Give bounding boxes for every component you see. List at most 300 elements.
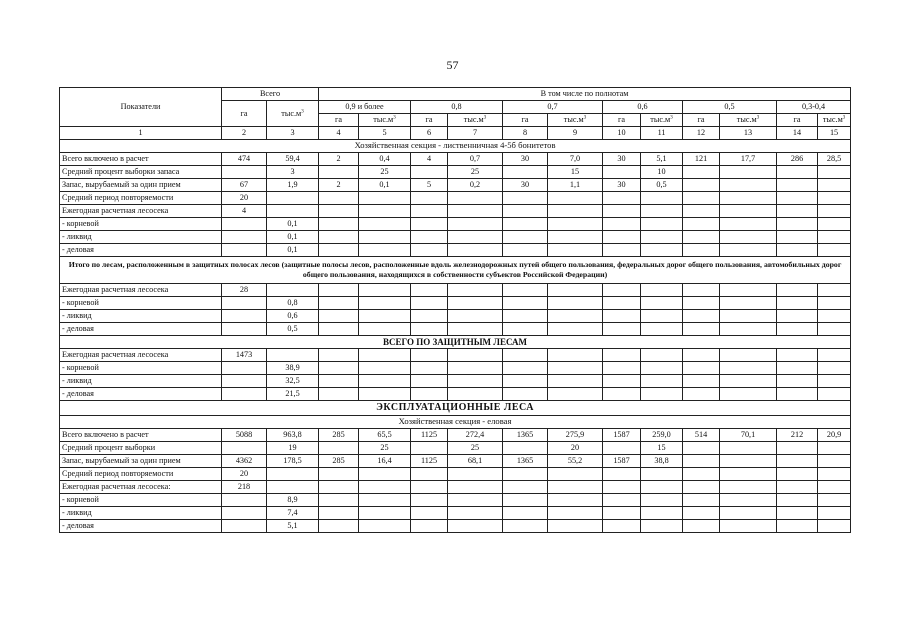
table-cell: 474	[222, 153, 267, 166]
table-cell	[267, 192, 319, 205]
column-number: 15	[818, 127, 851, 140]
row-label: Запас, вырубаемый за один прием	[60, 179, 222, 192]
table-cell	[359, 388, 411, 401]
table-cell	[319, 375, 359, 388]
table-cell	[359, 507, 411, 520]
row-label: Ежегодная расчетная лесосека:	[60, 481, 222, 494]
table-cell	[777, 455, 818, 468]
table-cell	[359, 297, 411, 310]
table-cell	[720, 388, 777, 401]
table-cell: 272,4	[448, 429, 503, 442]
table-cell	[222, 244, 267, 257]
section-title: Хозяйственная секция - лиственничная 4-5б бонитетов	[60, 140, 851, 153]
table-cell	[503, 388, 548, 401]
table-cell	[548, 388, 603, 401]
table-cell: 25	[448, 442, 503, 455]
table-cell: 2	[319, 179, 359, 192]
table-row	[60, 179, 851, 192]
table-cell	[319, 244, 359, 257]
table-cell	[319, 205, 359, 218]
table-cell	[503, 166, 548, 179]
table-cell	[503, 192, 548, 205]
table-cell: 10	[641, 166, 683, 179]
table-cell	[603, 244, 641, 257]
unit-vol-header: $тыс.м^3$	[359, 114, 411, 127]
table-cell: 4	[222, 205, 267, 218]
table-cell: 285	[319, 455, 359, 468]
table-cell	[720, 192, 777, 205]
table-cell	[359, 205, 411, 218]
density-header: 0,3-0,4	[777, 101, 851, 114]
section-title: Итого по лесам, расположенным в защитных полосах лесов (защитные полосы лесов, расположенные вдоль железнодорожных путей общего пользования, федеральных дорог общего пользования, автомобильных дорог общего пользования, находящихся в собственности субъектов Российской Федерации)	[60, 257, 851, 284]
table-cell	[267, 205, 319, 218]
table-cell	[603, 520, 641, 533]
table-cell	[503, 297, 548, 310]
table-cell	[818, 323, 851, 336]
table-cell: 4362	[222, 455, 267, 468]
table-cell: 1365	[503, 429, 548, 442]
table-cell	[548, 205, 603, 218]
table-cell	[777, 388, 818, 401]
table-cell: 25	[359, 442, 411, 455]
table-cell	[503, 375, 548, 388]
table-cell	[818, 481, 851, 494]
table-cell	[777, 284, 818, 297]
table-cell	[448, 349, 503, 362]
table-cell	[222, 297, 267, 310]
table-cell: 65,5	[359, 429, 411, 442]
table-cell	[641, 205, 683, 218]
table-cell: 0,6	[267, 310, 319, 323]
table-cell	[818, 349, 851, 362]
table-cell	[818, 494, 851, 507]
row-label: Средний процент выборки запаса	[60, 166, 222, 179]
table-cell	[548, 244, 603, 257]
table-cell: 514	[683, 429, 720, 442]
table-cell	[818, 166, 851, 179]
table-cell	[319, 520, 359, 533]
table-cell: 121	[683, 153, 720, 166]
table-cell	[683, 192, 720, 205]
table-cell	[720, 244, 777, 257]
table-cell	[548, 520, 603, 533]
table-cell	[503, 349, 548, 362]
table-cell	[603, 166, 641, 179]
table-cell	[683, 349, 720, 362]
table-cell	[818, 205, 851, 218]
section-title: ЭКСПЛУАТАЦИОННЫЕ ЛЕСА	[60, 401, 851, 416]
section-title: Хозяйственная секция - еловая	[60, 416, 851, 429]
table-cell	[548, 310, 603, 323]
table-cell: 17,7	[720, 153, 777, 166]
table-cell	[818, 375, 851, 388]
table-cell: 15	[548, 166, 603, 179]
section-title-row	[60, 401, 851, 416]
table-cell	[411, 494, 448, 507]
table-cell	[448, 231, 503, 244]
table-row	[60, 297, 851, 310]
column-number: 3	[267, 127, 319, 140]
table-cell: 0,1	[267, 244, 319, 257]
table-cell	[411, 323, 448, 336]
table-cell	[603, 388, 641, 401]
total-header: Всего	[222, 88, 319, 101]
column-number: 12	[683, 127, 720, 140]
table-cell	[548, 231, 603, 244]
unit-ha-header: га	[683, 114, 720, 127]
row-label: Всего включено в расчет	[60, 429, 222, 442]
table-row	[60, 310, 851, 323]
table-cell: 286	[777, 153, 818, 166]
table-cell	[222, 166, 267, 179]
table-cell: 30	[503, 153, 548, 166]
table-cell	[448, 218, 503, 231]
table-cell	[411, 218, 448, 231]
column-number: 14	[777, 127, 818, 140]
section-title-row	[60, 336, 851, 349]
table-cell	[683, 284, 720, 297]
table-cell	[603, 375, 641, 388]
table-cell	[720, 284, 777, 297]
row-label: - ликвид	[60, 310, 222, 323]
page-number: 57	[446, 58, 459, 72]
table-cell	[818, 297, 851, 310]
table-cell	[641, 375, 683, 388]
table-cell	[818, 468, 851, 481]
table-cell: 7,0	[548, 153, 603, 166]
table-cell	[411, 481, 448, 494]
density-header: 0,8	[411, 101, 503, 114]
density-header: 0,6	[603, 101, 683, 114]
column-number: 7	[448, 127, 503, 140]
table-cell	[603, 231, 641, 244]
table-cell: 68,1	[448, 455, 503, 468]
table-cell	[319, 166, 359, 179]
row-label: Средний период повторяемости	[60, 192, 222, 205]
table-cell	[548, 323, 603, 336]
column-number: 5	[359, 127, 411, 140]
unit-vol-header: $тыс.м^3$	[448, 114, 503, 127]
table-cell: 5	[411, 179, 448, 192]
table-cell	[777, 297, 818, 310]
table-cell	[818, 218, 851, 231]
table-cell	[319, 494, 359, 507]
table-cell	[548, 375, 603, 388]
table-cell	[359, 494, 411, 507]
table-cell	[448, 297, 503, 310]
table-cell	[319, 442, 359, 455]
table-cell	[641, 388, 683, 401]
table-cell: 0,7	[448, 153, 503, 166]
forest-calculation-table	[59, 87, 851, 533]
table-cell	[359, 468, 411, 481]
table-cell	[267, 349, 319, 362]
table-cell	[548, 494, 603, 507]
table-cell	[818, 284, 851, 297]
table-cell	[448, 481, 503, 494]
table-cell	[777, 349, 818, 362]
table-cell	[818, 455, 851, 468]
table-cell	[720, 468, 777, 481]
table-cell	[777, 205, 818, 218]
table-cell: 1365	[503, 455, 548, 468]
table-cell	[683, 323, 720, 336]
table-cell	[359, 323, 411, 336]
table-cell	[603, 310, 641, 323]
table-cell	[222, 494, 267, 507]
row-label: - ликвид	[60, 507, 222, 520]
table-cell: 963,8	[267, 429, 319, 442]
column-number: 8	[503, 127, 548, 140]
column-number: 11	[641, 127, 683, 140]
table-cell	[319, 507, 359, 520]
table-cell	[818, 520, 851, 533]
table-cell: 0,5	[267, 323, 319, 336]
table-cell	[777, 481, 818, 494]
table-cell	[683, 179, 720, 192]
table-cell	[503, 494, 548, 507]
table-cell	[683, 231, 720, 244]
table-cell: 212	[777, 429, 818, 442]
table-cell	[641, 481, 683, 494]
table-cell: 218	[222, 481, 267, 494]
table-cell: 25	[359, 166, 411, 179]
table-cell	[818, 310, 851, 323]
table-row	[60, 218, 851, 231]
row-label: - корневой	[60, 218, 222, 231]
unit-ha-header: га	[503, 114, 548, 127]
row-label: - деловая	[60, 388, 222, 401]
table-cell	[359, 231, 411, 244]
table-row	[60, 231, 851, 244]
row-label: Ежегодная расчетная лесосека	[60, 284, 222, 297]
table-body	[60, 140, 851, 533]
table-cell	[777, 375, 818, 388]
table-cell	[777, 468, 818, 481]
table-row	[60, 244, 851, 257]
table-cell	[603, 468, 641, 481]
table-cell: 1125	[411, 455, 448, 468]
table-cell	[641, 349, 683, 362]
table-cell	[641, 231, 683, 244]
table-cell: 285	[319, 429, 359, 442]
table-cell	[683, 520, 720, 533]
table-cell: 275,9	[548, 429, 603, 442]
table-cell	[683, 442, 720, 455]
table-cell	[359, 192, 411, 205]
table-cell	[411, 244, 448, 257]
table-cell: 59,4	[267, 153, 319, 166]
table-cell	[641, 297, 683, 310]
table-cell	[222, 323, 267, 336]
table-cell	[641, 468, 683, 481]
table-row	[60, 429, 851, 442]
table-row	[60, 153, 851, 166]
table-cell	[548, 284, 603, 297]
table-cell: 55,2	[548, 455, 603, 468]
table-cell	[503, 481, 548, 494]
table-cell	[683, 205, 720, 218]
table-cell: 1125	[411, 429, 448, 442]
table-cell	[720, 231, 777, 244]
table-cell	[720, 323, 777, 336]
table-cell	[777, 507, 818, 520]
table-cell	[818, 362, 851, 375]
table-row	[60, 323, 851, 336]
table-row	[60, 192, 851, 205]
table-cell	[411, 310, 448, 323]
table-cell: 20,9	[818, 429, 851, 442]
section-title-row	[60, 257, 851, 284]
table-cell	[503, 284, 548, 297]
table-cell: 259,0	[641, 429, 683, 442]
table-cell	[448, 244, 503, 257]
table-cell	[411, 468, 448, 481]
table-cell	[603, 205, 641, 218]
table-cell	[548, 297, 603, 310]
table-cell: 28,5	[818, 153, 851, 166]
table-cell: 21,5	[267, 388, 319, 401]
table-cell	[720, 166, 777, 179]
table-cell	[603, 494, 641, 507]
table-cell	[359, 310, 411, 323]
table-cell	[818, 231, 851, 244]
table-cell: 30	[603, 153, 641, 166]
table-cell: 38,9	[267, 362, 319, 375]
table-cell	[683, 310, 720, 323]
table-cell: 5,1	[267, 520, 319, 533]
table-cell: 19	[267, 442, 319, 455]
table-cell	[319, 349, 359, 362]
table-cell: 0,2	[448, 179, 503, 192]
table-cell: 1473	[222, 349, 267, 362]
table-cell	[777, 310, 818, 323]
table-cell	[548, 349, 603, 362]
table-cell	[359, 349, 411, 362]
table-cell	[448, 388, 503, 401]
unit-vol-header: $тыс.м^3$	[818, 114, 851, 127]
table-cell: 20	[222, 468, 267, 481]
table-cell: 5,1	[641, 153, 683, 166]
table-cell	[319, 310, 359, 323]
table-cell	[359, 218, 411, 231]
table-cell	[448, 507, 503, 520]
table-cell	[603, 442, 641, 455]
table-cell: 20	[222, 192, 267, 205]
column-number: 1	[60, 127, 222, 140]
table-cell	[777, 244, 818, 257]
table-cell: 32,5	[267, 375, 319, 388]
section-title-row	[60, 140, 851, 153]
table-header	[60, 88, 851, 140]
unit-vol-header: $тыс.м^3$	[641, 114, 683, 127]
table-row	[60, 442, 851, 455]
table-cell	[359, 244, 411, 257]
table-row	[60, 284, 851, 297]
table-cell	[503, 244, 548, 257]
table-cell	[641, 507, 683, 520]
table-cell	[818, 388, 851, 401]
table-cell	[777, 218, 818, 231]
table-cell	[818, 507, 851, 520]
table-cell	[818, 192, 851, 205]
table-cell: 25	[448, 166, 503, 179]
table-cell	[503, 310, 548, 323]
section-title: ВСЕГО ПО ЗАЩИТНЫМ ЛЕСАМ	[60, 336, 851, 349]
table-cell	[683, 507, 720, 520]
table-cell	[641, 310, 683, 323]
table-cell	[503, 442, 548, 455]
row-label: - ликвид	[60, 231, 222, 244]
density-header: 0,5	[683, 101, 777, 114]
table-cell	[448, 520, 503, 533]
table-row	[60, 362, 851, 375]
table-cell	[777, 179, 818, 192]
table-cell	[641, 323, 683, 336]
row-label: Запас, вырубаемый за один прием	[60, 455, 222, 468]
table-cell: 0,1	[359, 179, 411, 192]
table-cell	[319, 231, 359, 244]
unit-ha-header: га	[777, 114, 818, 127]
table-cell	[720, 375, 777, 388]
table-cell	[720, 455, 777, 468]
table-cell	[777, 494, 818, 507]
table-cell	[319, 218, 359, 231]
row-label: Средний период повторяемости	[60, 468, 222, 481]
indicators-header: Показатели	[60, 88, 222, 127]
table-cell	[503, 218, 548, 231]
table-cell	[818, 442, 851, 455]
table-cell	[319, 388, 359, 401]
table-cell	[641, 218, 683, 231]
table-cell	[603, 192, 641, 205]
table-cell	[267, 284, 319, 297]
table-cell	[222, 375, 267, 388]
table-cell	[319, 323, 359, 336]
table-cell	[267, 481, 319, 494]
row-label: Ежегодная расчетная лесосека	[60, 349, 222, 362]
table-cell	[683, 297, 720, 310]
table-cell	[603, 349, 641, 362]
table-cell	[548, 481, 603, 494]
table-cell	[641, 520, 683, 533]
table-cell: 0,1	[267, 218, 319, 231]
table-cell	[548, 507, 603, 520]
table-cell	[548, 218, 603, 231]
table-row	[60, 468, 851, 481]
by-density-header: В том числе по полнотам	[319, 88, 851, 101]
section-title-row	[60, 416, 851, 429]
row-label: - корневой	[60, 362, 222, 375]
table-cell	[448, 284, 503, 297]
table-cell	[267, 468, 319, 481]
table-cell	[319, 284, 359, 297]
table-cell	[720, 442, 777, 455]
table-cell	[720, 297, 777, 310]
table-cell	[548, 362, 603, 375]
table-cell	[359, 362, 411, 375]
table-cell	[683, 455, 720, 468]
table-cell	[411, 362, 448, 375]
table-cell: 7,4	[267, 507, 319, 520]
table-cell	[777, 520, 818, 533]
table-cell	[683, 494, 720, 507]
table-cell	[548, 468, 603, 481]
table-cell: 30	[503, 179, 548, 192]
density-header: 0,7	[503, 101, 603, 114]
table-cell	[818, 179, 851, 192]
table-cell	[548, 192, 603, 205]
